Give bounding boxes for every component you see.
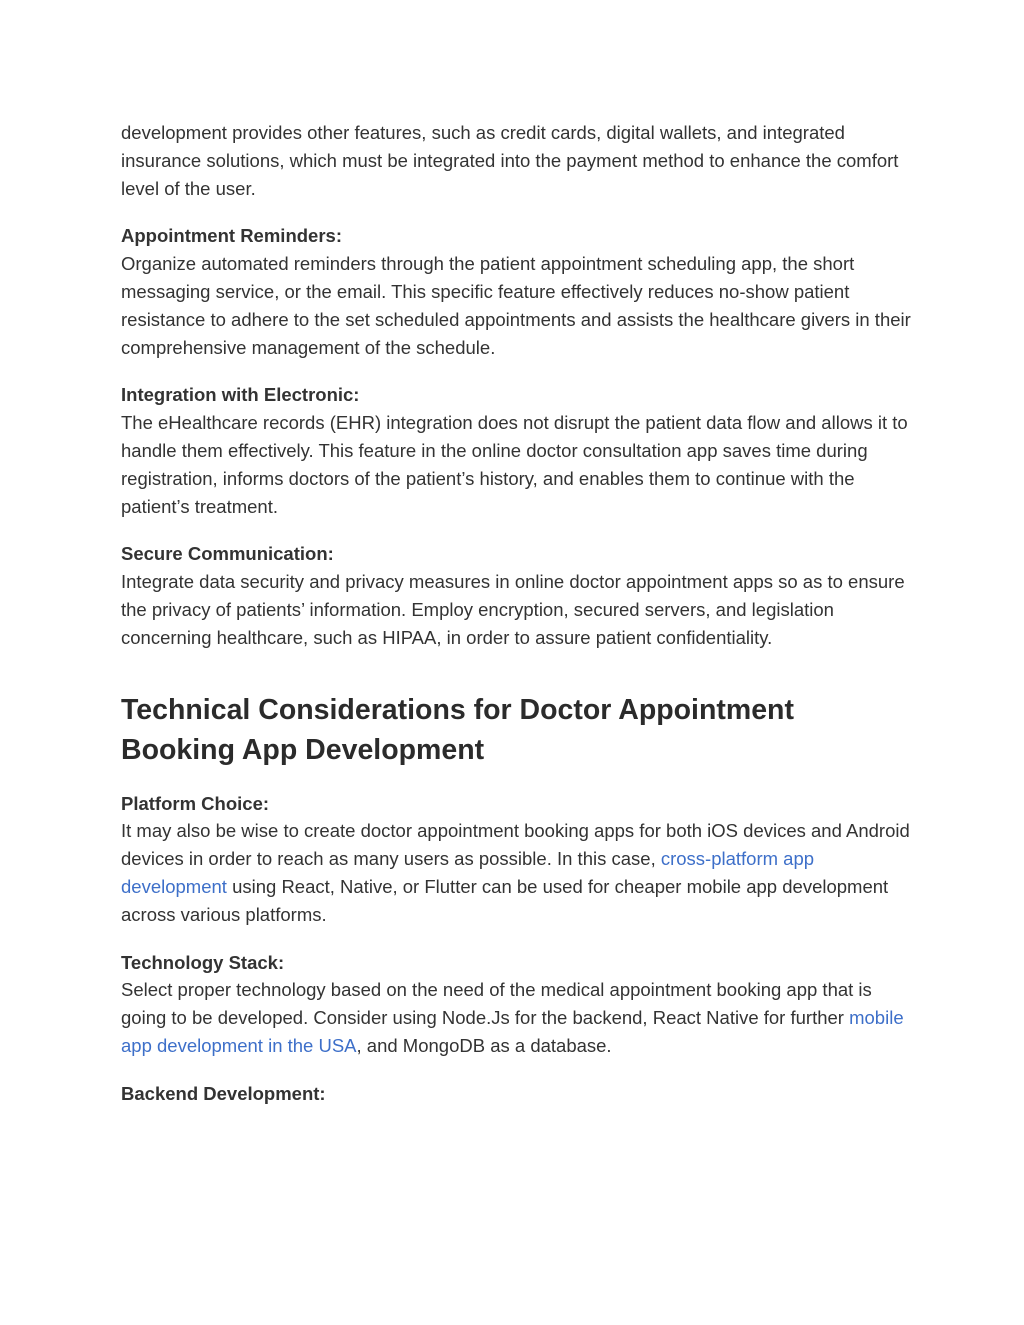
section-heading: Appointment Reminders:: [121, 225, 342, 247]
section-body-start: It may also be wise to create doctor appointment booking apps for both iOS devices and Android devices in order to reach as many users as possible. In this case,: [121, 820, 910, 870]
document-page: [121, 119, 911, 1128]
intro-paragraph: development provides other features, such as credit cards, digital wallets, and integrated insurance solutions, which must be integrated into the payment method to enhance the comfort level of the user.: [121, 122, 899, 199]
platform-choice-section: [121, 790, 911, 929]
cross-platform-link[interactable]: cross-platform app development: [121, 848, 815, 897]
section-heading: Platform Choice:: [121, 792, 270, 814]
section-heading: Integration with Electronic:: [121, 384, 360, 406]
section-body-end: using React, Native, or Flutter can be used for cheaper mobile app development across various platforms.: [121, 875, 889, 925]
technology-stack-section: [121, 949, 911, 1060]
section-body-start: Select proper technology based on the need of the medical appointment booking app that is going to be developed. Consider using Node.Js for the backend, React Native for further: [121, 979, 872, 1029]
section-heading: Technology Stack:: [121, 951, 285, 973]
section-body: Organize automated reminders through the patient appointment scheduling app, the short messaging service, or the email. This specific feature effectively reduces no-show patient resistance to adhere to the set scheduled appointments and assists the healthcare givers in their comprehensive management of the schedule.: [121, 253, 911, 358]
secure-communication-section: [121, 540, 911, 651]
integration-electronic-section: [121, 381, 911, 520]
section-body: The eHealthcare records (EHR) integration does not disrupt the patient data flow and allows it to handle them effectively. This feature in the online doctor consultation app saves time during registration, informs doctors of the patient’s history, and enables them to continue with the patient’s treatment.: [121, 412, 908, 517]
appointment-reminders-section: [121, 222, 911, 361]
backend-development-section: [121, 1080, 911, 1108]
section-body-end: , and MongoDB as a database.: [356, 1034, 612, 1056]
mobile-app-usa-link[interactable]: mobile app development in the USA: [121, 1007, 904, 1056]
technical-considerations-heading: Technical Considerations for Doctor Appointment Booking App Development: [121, 693, 794, 766]
section-heading: Secure Communication:: [121, 543, 334, 565]
section-heading: Backend Development:: [121, 1082, 326, 1104]
section-body: Integrate data security and privacy measures in online doctor appointment apps so as to ensure the privacy of patients’ information. Employ encryption, secured servers, and legislation concerning healthcare, such as HIPAA, in order to assure patient confidentiality.: [121, 571, 905, 648]
